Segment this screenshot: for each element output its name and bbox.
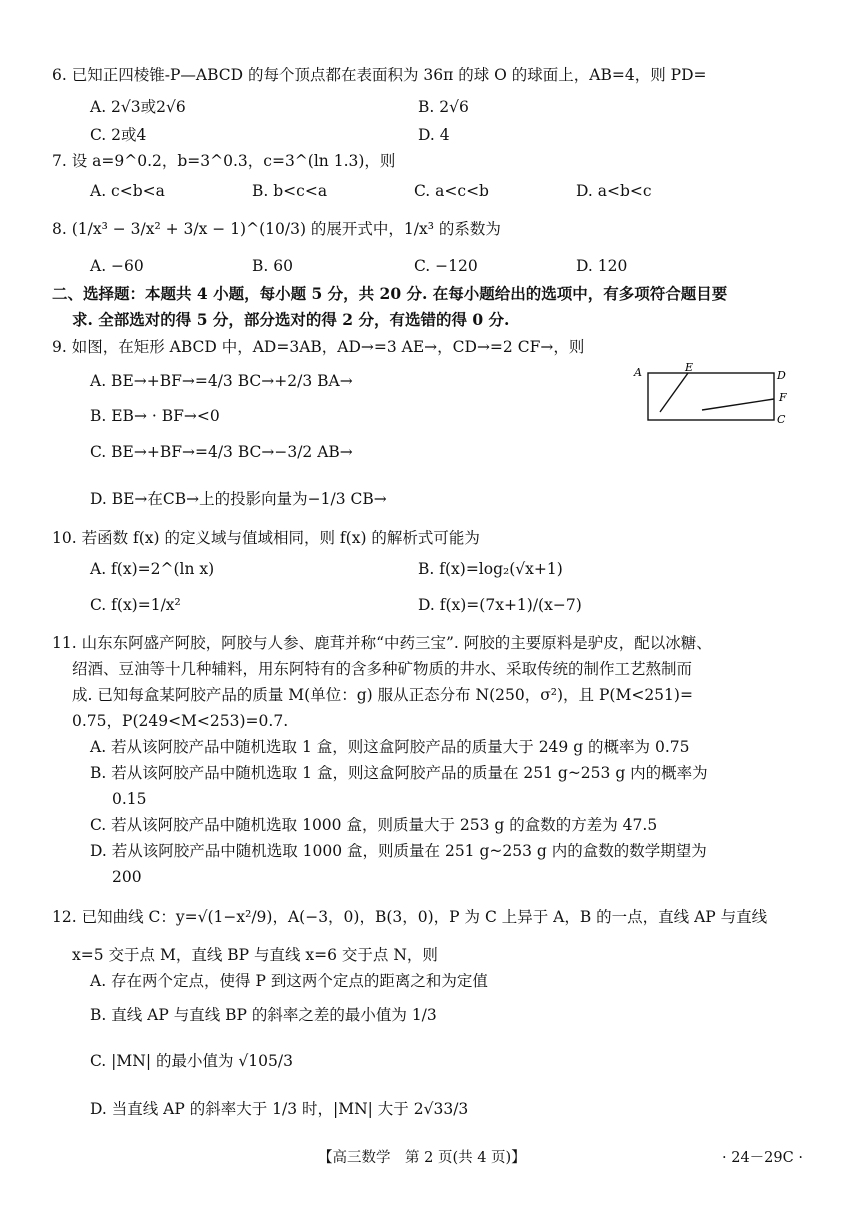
section2-line2: 求. 全部选对的得 5 分，部分选对的得 2 分，有选错的得 0 分. bbox=[72, 310, 510, 329]
q7-option-a: A. c<b<a bbox=[90, 182, 165, 200]
q6-option-a: A. 2√3或2√6 bbox=[90, 98, 186, 116]
q11-option-d-line1: D. 若从该阿胶产品中随机选取 1000 盒，则质量在 251 g~253 g 内的盒数的数学期望为 bbox=[90, 842, 707, 860]
rectangle-figure bbox=[630, 360, 800, 430]
q8-option-a: A. −60 bbox=[90, 257, 144, 275]
q11-stem-line3: 成. 已知每盒某阿胶产品的质量 M(单位：g) 服从正态分布 N(250，σ²)，且 P(M<251)= bbox=[72, 686, 693, 704]
q7-stem: 7. 设 a=9^0.2，b=3^0.3，c=3^(ln 1.3)，则 bbox=[52, 152, 396, 170]
q11-option-d-line2: 200 bbox=[112, 868, 142, 886]
q6-option-d: D. 4 bbox=[418, 126, 450, 144]
label-d: D bbox=[777, 369, 786, 382]
q12-option-c: C. |MN| 的最小值为 √105/3 bbox=[90, 1052, 293, 1070]
q9-stem: 9. 如图，在矩形 ABCD 中，AD=3AB，AD→=3 AE→，CD→=2 CF→，则 bbox=[52, 338, 585, 356]
q8-stem: 8. (1/x³ − 3/x² + 3/x − 1)^(10/3) 的展开式中，1/x³ 的系数为 bbox=[52, 220, 501, 238]
q11-stem-line1: 11. 山东东阿盛产阿胶，阿胶与人参、鹿茸并称“中药三宝”. 阿胶的主要原料是驴皮，配以冰糖、 bbox=[52, 634, 712, 652]
q10-option-b: B. f(x)=log₂(√x+1) bbox=[418, 560, 563, 578]
q9-option-b: B. EB→ · BF→<0 bbox=[90, 407, 220, 425]
q8-option-b: B. 60 bbox=[252, 257, 293, 275]
q6-option-c: C. 2或4 bbox=[90, 126, 147, 144]
q11-option-a: A. 若从该阿胶产品中随机选取 1 盒，则这盒阿胶产品的质量大于 249 g 的概率为 0.75 bbox=[90, 738, 690, 756]
q11-option-c: C. 若从该阿胶产品中随机选取 1000 盒，则质量大于 253 g 的盒数的方差为 47.5 bbox=[90, 816, 658, 834]
label-e: E bbox=[685, 361, 694, 374]
q11-option-b-line1: B. 若从该阿胶产品中随机选取 1 盒，则这盒阿胶产品的质量在 251 g~253 g 内的概率为 bbox=[90, 764, 708, 782]
rectangle-abcd bbox=[648, 373, 774, 420]
q6-option-b: B. 2√6 bbox=[418, 98, 469, 116]
label-a: A bbox=[634, 366, 642, 379]
q6-stem: 6. 已知正四棱锥-P—ABCD 的每个顶点都在表面积为 36π 的球 O 的球面上，AB=4，则 PD= bbox=[52, 66, 707, 84]
q10-option-d: D. f(x)=(7x+1)/(x−7) bbox=[418, 596, 582, 614]
page-code: · 24－29C · bbox=[722, 1150, 803, 1166]
q9-option-a: A. BE→+BF→=4/3 BC→+2/3 BA→ bbox=[90, 372, 353, 390]
q12-stem-line1: 12. 已知曲线 C：y=√(1−x²/9)，A(−3，0)，B(3，0)，P 为 C 上异于 A，B 的一点，直线 AP 与直线 bbox=[52, 908, 768, 926]
q10-option-a: A. f(x)=2^(ln x) bbox=[90, 560, 215, 578]
label-f: F bbox=[779, 391, 787, 404]
q12-option-a: A. 存在两个定点，使得 P 到这两个定点的距离之和为定值 bbox=[90, 972, 488, 990]
q10-option-c: C. f(x)=1/x² bbox=[90, 596, 181, 614]
q10-stem: 10. 若函数 f(x) 的定义域与值域相同，则 f(x) 的解析式可能为 bbox=[52, 529, 480, 547]
q10-options-row2 bbox=[90, 594, 830, 616]
page-footer: 【高三数学 第 2 页(共 4 页)】 bbox=[318, 1150, 526, 1166]
section2-line1: 二、选择题：本题共 4 小题，每小题 5 分，共 20 分. 在每小题给出的选项中，有多项符合题目要 bbox=[52, 284, 728, 303]
q7-option-b: B. b<c<a bbox=[252, 182, 328, 200]
q12-option-b: B. 直线 AP 与直线 BP 的斜率之差的最小值为 1/3 bbox=[90, 1006, 437, 1024]
segment-bf bbox=[702, 399, 774, 410]
q10-options-row1 bbox=[90, 558, 830, 580]
q6-options-row1 bbox=[90, 96, 830, 118]
q12-stem-line2: x=5 交于点 M，直线 BP 与直线 x=6 交于点 N，则 bbox=[72, 946, 438, 964]
q8-option-d: D. 120 bbox=[576, 257, 628, 275]
q9-option-d: D. BE→在CB→上的投影向量为−1/3 CB→ bbox=[90, 490, 387, 508]
q12-option-d: D. 当直线 AP 的斜率大于 1/3 时，|MN| 大于 2√33/3 bbox=[90, 1100, 469, 1118]
q11-stem-line2: 绍酒、豆油等十几种辅料，用东阿特有的含多种矿物质的井水、采取传统的制作工艺熬制而 bbox=[72, 660, 693, 678]
q9-option-c: C. BE→+BF→=4/3 BC→−3/2 AB→ bbox=[90, 443, 353, 461]
segment-be bbox=[660, 373, 688, 412]
q6-options-row2 bbox=[90, 124, 830, 146]
label-c: C bbox=[777, 413, 786, 426]
q8-options bbox=[90, 255, 830, 277]
q11-option-b-line2: 0.15 bbox=[112, 790, 147, 808]
q7-option-d: D. a<b<c bbox=[576, 182, 652, 200]
q11-stem-line4: 0.75，P(249<M<253)=0.7. bbox=[72, 712, 289, 730]
q7-option-c: C. a<c<b bbox=[414, 182, 489, 200]
q7-options bbox=[90, 180, 830, 202]
q8-option-c: C. −120 bbox=[414, 257, 478, 275]
